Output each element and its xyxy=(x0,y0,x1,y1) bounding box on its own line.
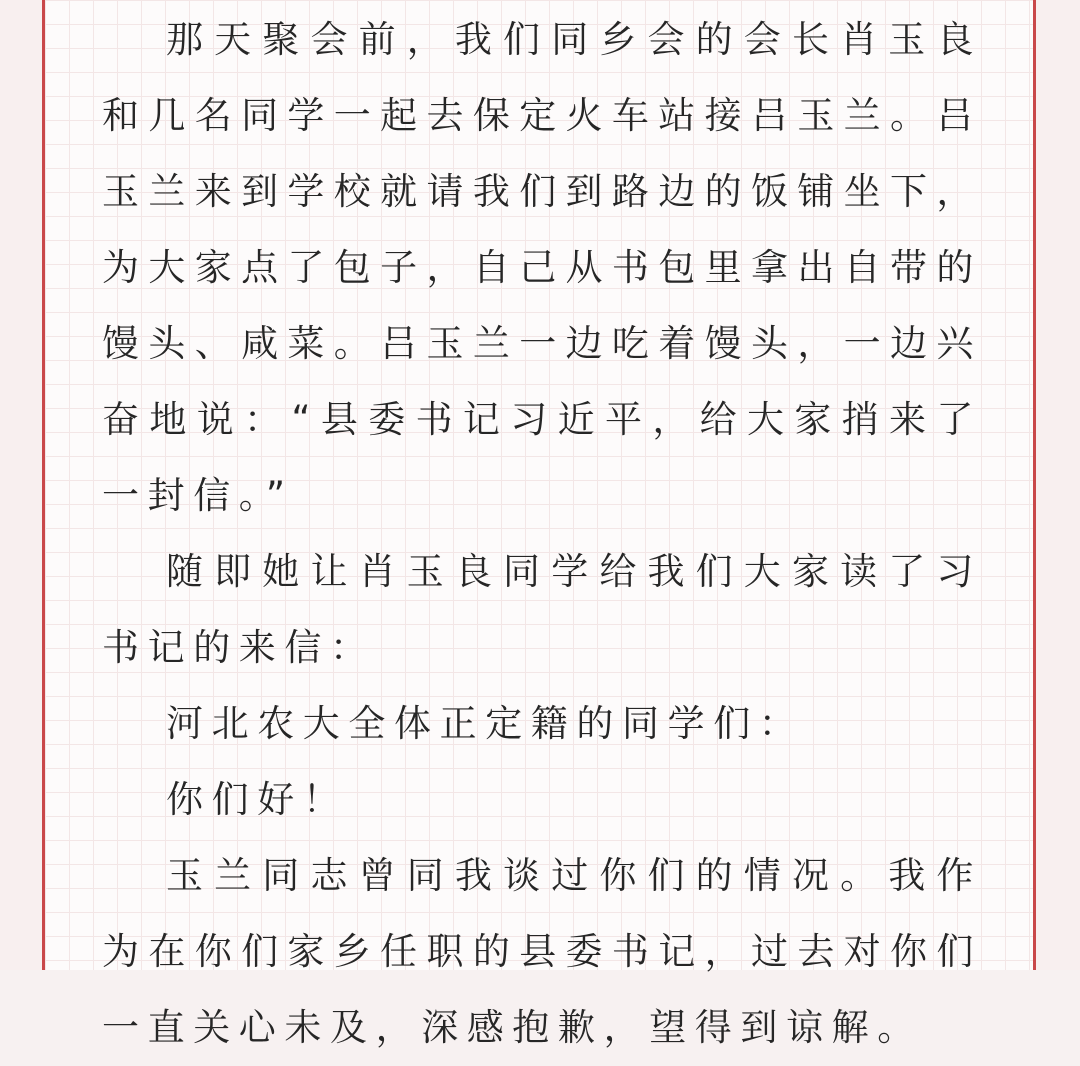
article-body xyxy=(102,2,982,1066)
paragraph-2: 随即她让肖玉良同学给我们大家读了习书记的来信： xyxy=(102,550,982,669)
outer-margin-right xyxy=(1036,0,1080,970)
article-page xyxy=(45,0,1033,1049)
paragraph-1: 那天聚会前，我们同乡会的会长肖玉良和几名同学一起去保定火车站接吕玉兰。吕玉兰来到学校就请我们到路边的饭铺坐下，为大家点了包子，自己从书包里拿出自带的馒头、咸菜。吕玉兰一边吃着馒头，一边兴奋地说：“县委书记习近平，给大家捎来了一封信。” xyxy=(102,18,982,517)
frame-border-right xyxy=(1033,0,1036,970)
letter-body-paragraph: 玉兰同志曾同我谈过你们的情况。我作为在你们家乡任职的县委书记，过去对你们一直关心未及，深感抱歉，望得到谅解。 xyxy=(102,854,982,1049)
outer-margin-left xyxy=(0,0,42,970)
letter-salutation: 河北农大全体正定籍的同学们： xyxy=(166,702,805,745)
letter-greeting: 你们好！ xyxy=(166,778,349,821)
